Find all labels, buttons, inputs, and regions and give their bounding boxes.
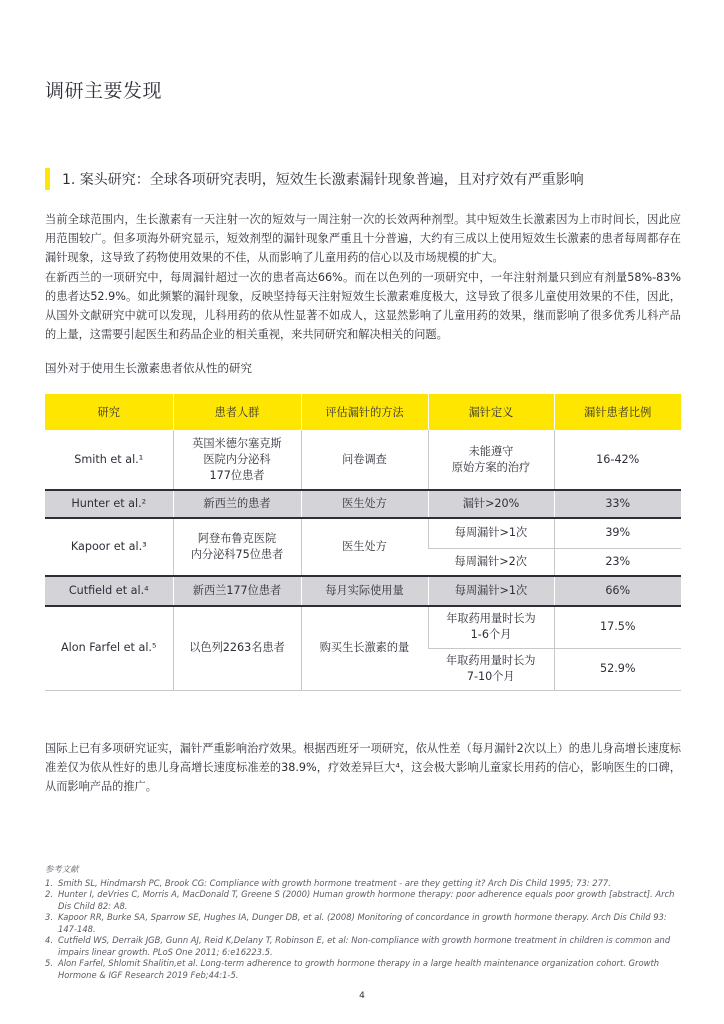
definition-line: 年取药用量时长为 bbox=[445, 654, 536, 667]
table-row bbox=[45, 606, 681, 648]
reference-number: 1. bbox=[45, 877, 53, 888]
definition-line: 年取药用量时长为 bbox=[446, 612, 536, 626]
population-line: 阿登布鲁克医院 bbox=[197, 532, 277, 545]
definition-cell: 每周漏针>1次 bbox=[428, 518, 554, 548]
reference-text: Cutfield WS, Derraik JGB, Gunn AJ, Reid K,Delany T, Robinson E, et al: Non-compliance with growth hormone treatment in children is common and impairs linear growth. PLoS One 2011; 6:e16223.5. bbox=[58, 935, 671, 957]
definition-line: 1-6个月 bbox=[470, 628, 512, 642]
definition-cell bbox=[428, 648, 554, 690]
ratio-cell: 16-42% bbox=[554, 430, 681, 490]
header-population: 患者人群 bbox=[173, 394, 301, 430]
reference-number: 3. bbox=[45, 912, 53, 922]
compliance-study-table bbox=[45, 394, 681, 691]
table-caption: 国外对于使用生长激素患者依从性的研究 bbox=[45, 361, 252, 375]
page-title: 调研主要发现 bbox=[45, 80, 163, 102]
definition-line: 未能遵守 bbox=[468, 444, 514, 458]
table-row bbox=[45, 490, 681, 518]
definition-cell bbox=[428, 430, 554, 490]
reference-text: Alon Farfel, Shlomit Shalitin,et al. Long-term adherence to growth hormone therapy in a large health maintenance organization cohort. Growth Hormone & IGF Research 2019 Feb;44:1-5. bbox=[58, 958, 660, 980]
method-cell: 医生处方 bbox=[301, 490, 428, 518]
study-cell: Hunter et al.² bbox=[45, 490, 173, 518]
population-line: 医院内分泌科 bbox=[203, 452, 271, 466]
definition-cell bbox=[428, 606, 554, 648]
paragraph-new-zealand-israel: 在新西兰的一项研究中，每周漏针超过一次的患者高达66%。而在以色列的一项研究中，一年注射剂量只到应有剂量58%-83%的患者达52.9%。如此频繁的漏针现象，反映坚持每天注射短效生长激素难度极大，这导致了很多儿童使用效果的不佳，因此，从国外文献研究中就可以发现，儿科用药的依从性显著不如成人，这显然影响了儿童用药的效果，继而影响了很多优秀儿科产品的上量，这需要引起医生和药品企业的相关重视，来共同研究和解决相关的问题。 bbox=[45, 271, 681, 341]
header-definition: 漏针定义 bbox=[428, 394, 554, 430]
population-cell bbox=[173, 518, 301, 576]
reference-item bbox=[45, 935, 681, 958]
references-section bbox=[45, 864, 681, 981]
population-cell: 新西兰177位患者 bbox=[173, 576, 301, 606]
population-line: 177位患者 bbox=[209, 468, 265, 482]
section-heading-text: 1. 案头研究：全球各项研究表明，短效生长激素漏针现象普遍，且对疗效有严重影响 bbox=[62, 172, 584, 188]
page-number: 4 bbox=[359, 991, 365, 1001]
reference-number: 5. bbox=[45, 958, 53, 968]
study-cell: Cutfield et al.⁴ bbox=[45, 576, 173, 606]
paragraph-intro: 当前全球范围内，生长激素有一天注射一次的短效与一周注射一次的长效两种剂型。其中短效生长激素因为上市时间长，因此应用范围较广。但多项海外研究显示，短效剂型的漏针现象严重且十分普遍，大约有三成以上使用短效生长激素的患者每周都存在漏针现象，这导致了药物使用效果的不佳，从而影响了儿童用药的信心以及市场规模的扩大。 bbox=[45, 213, 681, 264]
method-cell: 医生处方 bbox=[301, 518, 428, 576]
ratio-cell: 52.9% bbox=[554, 648, 681, 690]
yellow-accent-bar bbox=[45, 168, 50, 190]
ratio-cell: 23% bbox=[554, 548, 681, 576]
reference-item bbox=[45, 878, 681, 890]
reference-item bbox=[45, 912, 681, 935]
paragraph-spain-study: 国际上已有多项研究证实，漏针严重影响治疗效果。根据西班牙一项研究，依从性差（每月漏针2次以上）的患儿身高增长速度标准差仅为依从性好的患儿身高增长速度标准差的38.9%，疗效差异巨大⁴，这会极大影响儿童家长用药的信心，影响医生的口碑，从而影响产品的推广。 bbox=[45, 742, 681, 793]
reference-item bbox=[45, 958, 681, 981]
ratio-cell: 17.5% bbox=[554, 606, 681, 648]
section-heading bbox=[45, 166, 685, 192]
table-row bbox=[45, 576, 681, 606]
ratio-cell: 39% bbox=[554, 518, 681, 548]
study-cell: Kapoor et al.³ bbox=[45, 518, 173, 576]
definition-cell: 漏针>20% bbox=[428, 490, 554, 518]
population-cell: 新西兰的患者 bbox=[173, 490, 301, 518]
definition-cell: 每周漏针>1次 bbox=[428, 576, 554, 606]
population-cell: 以色列2263名患者 bbox=[173, 606, 301, 690]
table-header-row bbox=[45, 394, 681, 430]
population-line: 内分泌科75位患者 bbox=[190, 548, 284, 561]
definition-line: 7-10个月 bbox=[466, 670, 515, 683]
study-cell: Alon Farfel et al.⁵ bbox=[45, 606, 173, 690]
population-line: 英国米德尔塞克斯 bbox=[192, 436, 282, 450]
definition-line: 原始方案的治疗 bbox=[451, 460, 531, 474]
reference-text: Kapoor RR, Burke SA, Sparrow SE, Hughes IA, Dunger DB, et al. (2008) Monitoring of concordance in growth hormone therapy. Arch Dis Child 93: 147-148. bbox=[58, 912, 667, 934]
method-cell: 每月实际使用量 bbox=[301, 576, 428, 606]
method-cell: 问卷调查 bbox=[301, 430, 428, 490]
definition-cell: 每周漏针>2次 bbox=[428, 548, 554, 576]
ratio-cell: 33% bbox=[554, 490, 681, 518]
header-ratio: 漏针患者比例 bbox=[554, 394, 681, 430]
table-row bbox=[45, 430, 681, 490]
table-row bbox=[45, 518, 681, 548]
reference-number: 2. bbox=[45, 889, 53, 899]
ratio-cell: 66% bbox=[554, 576, 681, 606]
references-title: 参考文献 bbox=[45, 864, 79, 874]
method-cell: 购买生长激素的量 bbox=[301, 606, 428, 690]
study-cell: Smith et al.¹ bbox=[45, 430, 173, 490]
header-method: 评估漏针的方法 bbox=[301, 394, 428, 430]
header-study: 研究 bbox=[45, 394, 173, 430]
reference-item bbox=[45, 889, 681, 912]
reference-text: Hunter I, deVries C, Morris A, MacDonald T, Greene S (2000) Human growth hormone therapy: poor adherence equals poor growth [abstract]. Arch Dis Child 82: A8. bbox=[58, 889, 675, 911]
population-cell bbox=[173, 430, 301, 490]
reference-text: Smith SL, Hindmarsh PC, Brook CG: Compliance with growth hormone treatment - are they getting it? Arch Dis Child 1995; 73: 277. bbox=[58, 877, 611, 888]
reference-number: 4. bbox=[45, 935, 53, 945]
